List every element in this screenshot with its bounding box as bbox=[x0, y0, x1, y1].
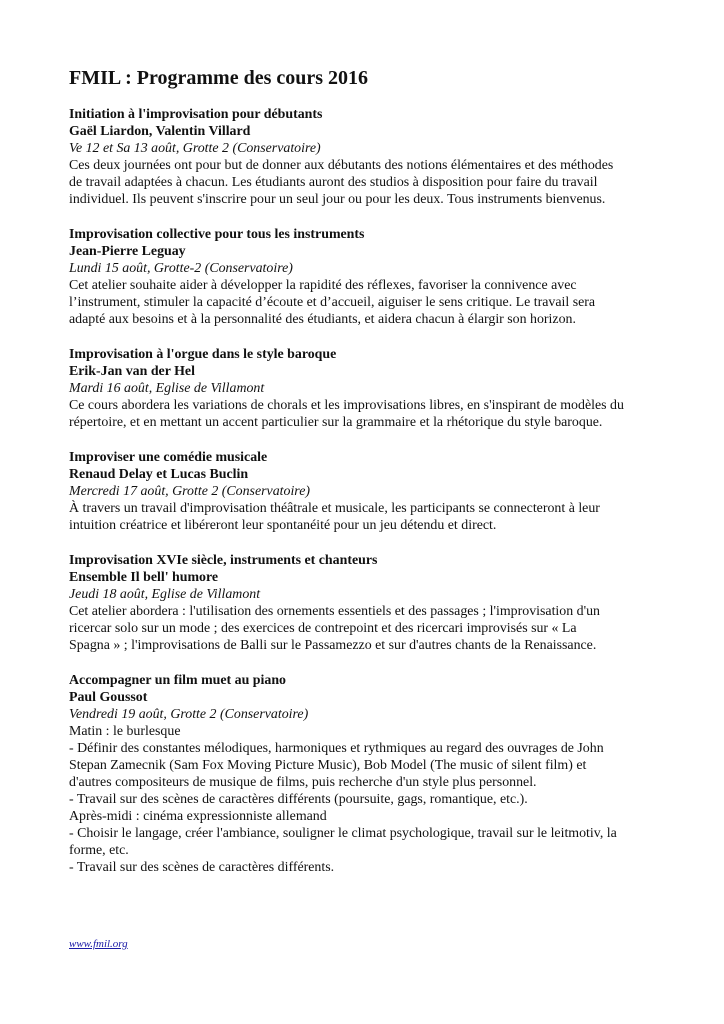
course-description-line: Cet atelier abordera : l'utilisation des ornements essentiels et des passages ; l'improvisation d'un bbox=[69, 604, 600, 619]
course-description-line: - Travail sur des scènes de caractères différents (poursuite, gags, romantique, etc.). bbox=[69, 792, 528, 807]
course-description-line: Matin : le burlesque bbox=[69, 724, 181, 739]
course-teacher: Renaud Delay et Lucas Buclin bbox=[69, 467, 249, 482]
course-description-line: répertoire, et en mettant un accent particulier sur la grammaire et la rhétorique du style baroque. bbox=[69, 415, 603, 430]
course-description-line: intuition créatrice et libéreront leur spontanéité pour un jeu détendu et direct. bbox=[69, 518, 497, 533]
course-block bbox=[69, 449, 669, 534]
course-date-location: Mercredi 17 août, Grotte 2 (Conservatoire) bbox=[69, 484, 310, 499]
course-description-line: Cet atelier souhaite aider à développer la rapidité des réflexes, favoriser la connivence avec bbox=[69, 278, 577, 293]
course-title: Improviser une comédie musicale bbox=[69, 450, 268, 465]
course-description-line: Ce cours abordera les variations de chorals et les improvisations libres, en s'inspirant de modèles du bbox=[69, 398, 624, 413]
course-block bbox=[69, 106, 669, 208]
course-description-line: l’instrument, stimuler la capacité d’écoute et d’accueil, aiguiser le sens critique. Le travail sera bbox=[69, 295, 596, 310]
course-description-line: - Choisir le langage, créer l'ambiance, souligner le climat psychologique, travail sur le leitmotiv, la bbox=[69, 826, 617, 841]
course-date-location: Lundi 15 août, Grotte-2 (Conservatoire) bbox=[69, 261, 293, 276]
course-title: Improvisation collective pour tous les instruments bbox=[69, 227, 365, 242]
course-date-location: Vendredi 19 août, Grotte 2 (Conservatoire) bbox=[69, 707, 309, 722]
course-title: Improvisation à l'orgue dans le style baroque bbox=[69, 347, 337, 362]
course-title: Accompagner un film muet au piano bbox=[69, 673, 286, 688]
course-block bbox=[69, 552, 669, 654]
course-list bbox=[69, 106, 669, 876]
course-description-line: À travers un travail d'improvisation théâtrale et musicale, les participants se connecteront à leur bbox=[69, 501, 600, 516]
course-date-location: Ve 12 et Sa 13 août, Grotte 2 (Conservatoire) bbox=[69, 141, 321, 156]
document-title: FMIL : Programme des cours 2016 bbox=[69, 67, 369, 89]
course-date-location: Mardi 16 août, Eglise de Villamont bbox=[69, 381, 265, 396]
course-description-line: forme, etc. bbox=[69, 843, 129, 858]
course-teacher: Jean-Pierre Leguay bbox=[69, 244, 186, 259]
course-description-line: individuel. Ils peuvent s'inscrire pour un seul jour ou pour les deux. Tous instruments bienvenus. bbox=[69, 192, 606, 207]
footer-website-link[interactable]: www.fmil.org bbox=[69, 938, 128, 950]
course-description-line: Après-midi : cinéma expressionniste allemand bbox=[69, 809, 327, 824]
course-block bbox=[69, 226, 669, 328]
course-date-location: Jeudi 18 août, Eglise de Villamont bbox=[69, 587, 261, 602]
course-description-line: Stepan Zamecnik (Sam Fox Moving Picture Music), Bob Model (The music of silent film) et bbox=[69, 758, 587, 773]
document-page bbox=[69, 66, 669, 894]
course-teacher: Gaël Liardon, Valentin Villard bbox=[69, 124, 251, 139]
course-description-line: ricercar solo sur un mode ; des exercices de contrepoint et des ricercari improvisés sur « La bbox=[69, 621, 577, 636]
course-description-line: Ces deux journées ont pour but de donner aux débutants des notions élémentaires et des méthodes bbox=[69, 158, 614, 173]
course-description-line: adapté aux besoins et à la personnalité des étudiants, et aidera chacun à élargir son horizon. bbox=[69, 312, 576, 327]
course-description-line: - Définir des constantes mélodiques, harmoniques et rythmiques au regard des ouvrages de John bbox=[69, 741, 604, 756]
course-block bbox=[69, 672, 669, 876]
course-description-line: d'autres compositeurs de musique de films, puis recherche d'un style plus personnel. bbox=[69, 775, 537, 790]
course-title: Initiation à l'improvisation pour débutants bbox=[69, 107, 323, 122]
course-block bbox=[69, 346, 669, 431]
course-teacher: Paul Goussot bbox=[69, 690, 148, 705]
course-description-line: de travail adaptées à chacun. Les étudiants auront des studios à disposition pour faire du travail bbox=[69, 175, 598, 190]
course-teacher: Erik-Jan van der Hel bbox=[69, 364, 195, 379]
course-teacher: Ensemble Il bell' humore bbox=[69, 570, 219, 585]
course-description-line: - Travail sur des scènes de caractères différents. bbox=[69, 860, 335, 875]
course-description-line: Spagna » ; l'improvisations de Balli sur le Passamezzo et sur d'autres chants de la Renaissance. bbox=[69, 638, 597, 653]
course-title: Improvisation XVIe siècle, instruments et chanteurs bbox=[69, 553, 378, 568]
